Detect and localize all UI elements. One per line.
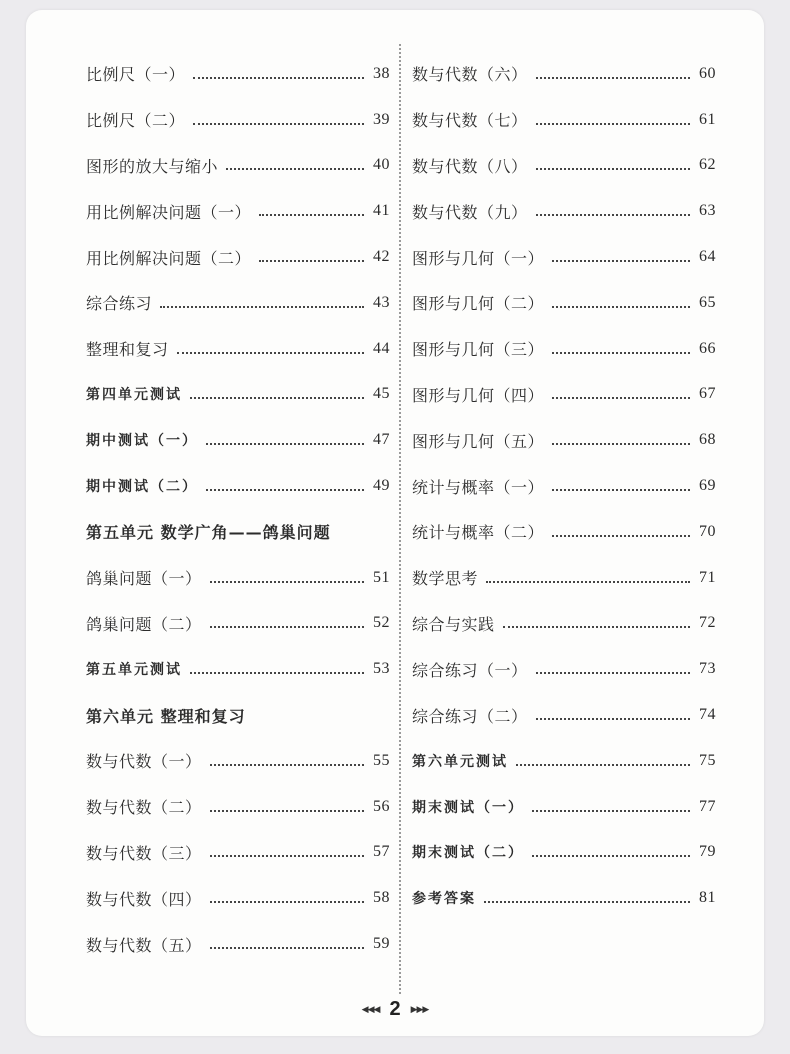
toc-entry (412, 784, 716, 830)
toc-entry-title: 综合练习 (86, 294, 153, 314)
toc-entry-title: 图形与几何（五） (412, 431, 545, 451)
toc-entry-title: 数与代数（五） (86, 935, 202, 955)
toc-entry-page: 79 (699, 843, 716, 861)
toc-entry-title: 数与代数（三） (86, 843, 202, 863)
toc-entry-page: 61 (699, 110, 716, 128)
toc-entry-title: 数与代数（九） (412, 202, 528, 222)
toc-entry (86, 921, 390, 967)
toc-entry-page: 56 (373, 797, 390, 815)
toc-entry-title: 综合练习（二） (412, 706, 528, 726)
toc-entry (86, 417, 390, 463)
toc-entry-title: 第六单元 整理和复习 (86, 706, 246, 726)
toc-entry-page: 39 (373, 110, 390, 128)
toc-entry-page: 57 (373, 843, 390, 861)
toc-entry (86, 555, 390, 601)
toc-entry-title: 数与代数（六） (412, 65, 528, 85)
toc-entry-page: 60 (699, 64, 716, 82)
toc-entry (412, 463, 716, 509)
toc-entry-page: 62 (699, 156, 716, 174)
dot-leader (210, 901, 364, 903)
dot-leader (536, 214, 690, 216)
toc-entry (86, 784, 390, 830)
page-footer (26, 998, 764, 1021)
right-arrows-icon: ▶▶▶ (410, 1004, 429, 1014)
toc-entry-title: 统计与概率（一） (412, 477, 545, 497)
toc-entry (86, 830, 390, 876)
toc-entry-title: 图形与几何（二） (412, 294, 545, 314)
toc-entry-title: 第四单元测试 (86, 387, 182, 404)
toc-entry-title: 期中测试（二） (86, 479, 198, 496)
toc-section-heading (86, 692, 390, 738)
toc-entry (86, 51, 390, 97)
toc-entry-page: 58 (373, 889, 390, 907)
toc-entry (86, 372, 390, 418)
toc-entry (412, 97, 716, 143)
toc-entry (412, 830, 716, 876)
toc-entry-title: 用比例解决问题（二） (86, 248, 252, 268)
toc-entry (412, 555, 716, 601)
toc-entry (412, 280, 716, 326)
toc-entry (86, 280, 390, 326)
dot-leader (536, 123, 690, 125)
toc-entry (86, 646, 390, 692)
left-arrows-icon: ◀◀◀ (361, 1004, 380, 1014)
toc-entry-page: 38 (373, 64, 390, 82)
dot-leader (206, 443, 364, 445)
toc-entry-page: 69 (699, 477, 716, 495)
toc-entry (412, 738, 716, 784)
toc-entry-page: 49 (373, 477, 390, 495)
toc-entry-title: 图形与几何（一） (412, 248, 545, 268)
toc-entry-title: 期末测试（一） (412, 799, 524, 816)
toc-entry-title: 图形的放大与缩小 (86, 156, 219, 176)
toc-entry (412, 143, 716, 189)
dot-leader (190, 672, 364, 674)
toc-entry-page: 71 (699, 568, 716, 586)
document-page (26, 10, 764, 1036)
toc-entry-title: 数与代数（四） (86, 889, 202, 909)
toc-entry (86, 234, 390, 280)
dot-leader (536, 77, 690, 79)
page-number: 2 (389, 998, 401, 1020)
toc-entry-title: 图形与几何（四） (412, 385, 545, 405)
dot-leader (536, 672, 690, 674)
toc-entry-page: 43 (373, 293, 390, 311)
toc-entry (86, 738, 390, 784)
toc-entry-page: 74 (699, 706, 716, 724)
dot-leader (206, 489, 364, 491)
toc-entry-page: 75 (699, 751, 716, 769)
toc-entry-page: 59 (373, 935, 390, 953)
dot-leader (552, 352, 690, 354)
dot-leader (193, 123, 364, 125)
toc-entry-page: 73 (699, 660, 716, 678)
toc-entry (86, 97, 390, 143)
toc-entry-title: 期末测试（二） (412, 845, 524, 862)
toc-entry-page: 64 (699, 248, 716, 266)
toc-entry-title: 数与代数（一） (86, 752, 202, 772)
dot-leader (516, 764, 690, 766)
dot-leader (484, 901, 690, 903)
toc-entry (412, 188, 716, 234)
toc-entry-page: 68 (699, 431, 716, 449)
dot-leader (552, 306, 690, 308)
toc-entry-title: 第五单元 数学广角——鸽巢问题 (86, 523, 331, 543)
toc-entry-page: 65 (699, 293, 716, 311)
toc-entry-title: 统计与概率（二） (412, 523, 545, 543)
dot-leader (552, 489, 690, 491)
dot-leader (160, 306, 364, 308)
toc-entry-title: 第六单元测试 (412, 753, 508, 770)
toc-entry-title: 鸽巢问题（二） (86, 614, 202, 634)
dot-leader (532, 810, 690, 812)
toc-entry (86, 188, 390, 234)
toc-entry-page: 44 (373, 339, 390, 357)
column-divider (399, 44, 401, 994)
dot-leader (486, 581, 690, 583)
toc-entry (86, 143, 390, 189)
toc-entry-page: 53 (373, 660, 390, 678)
toc-entry-page: 52 (373, 614, 390, 632)
dot-leader (552, 260, 690, 262)
toc-entry-title: 数与代数（七） (412, 111, 528, 131)
toc-entry-title: 期中测试（一） (86, 433, 198, 450)
toc-entry-title: 比例尺（一） (86, 65, 186, 85)
toc-entry (412, 692, 716, 738)
toc-entry (412, 372, 716, 418)
dot-leader (210, 810, 364, 812)
toc-entry-title: 综合与实践 (412, 614, 495, 634)
toc-entry (412, 326, 716, 372)
toc-entry-title: 第五单元测试 (86, 662, 182, 679)
toc-entry (412, 234, 716, 280)
toc-entry-page: 66 (699, 339, 716, 357)
toc-entry-title: 参考答案 (412, 891, 476, 908)
toc-entry (412, 51, 716, 97)
toc-entry-page: 77 (699, 797, 716, 815)
toc-entry (412, 875, 716, 921)
toc-entry-page: 81 (699, 889, 716, 907)
toc-entry-title: 综合练习（一） (412, 660, 528, 680)
toc-entry-page: 40 (373, 156, 390, 174)
dot-leader (552, 443, 690, 445)
toc-entry-page: 45 (373, 385, 390, 403)
toc-entry-title: 图形与几何（三） (412, 340, 545, 360)
toc-entry-title: 鸽巢问题（一） (86, 569, 202, 589)
toc-section-heading (86, 509, 390, 555)
toc-entry-page: 70 (699, 522, 716, 540)
toc-entry-page: 55 (373, 751, 390, 769)
dot-leader (259, 260, 364, 262)
toc-entry (412, 601, 716, 647)
toc-entry-page: 47 (373, 431, 390, 449)
dot-leader (210, 581, 364, 583)
toc-entry-page: 51 (373, 568, 390, 586)
dot-leader (503, 626, 690, 628)
dot-leader (259, 214, 364, 216)
toc-entry (86, 875, 390, 921)
toc-right-column (412, 51, 716, 921)
toc-left-column (86, 51, 390, 967)
toc-entry-title: 比例尺（二） (86, 111, 186, 131)
toc-entry (412, 646, 716, 692)
toc-entry-page: 67 (699, 385, 716, 403)
toc-entry (412, 509, 716, 555)
toc-entry-page: 41 (373, 202, 390, 220)
toc-entry (86, 326, 390, 372)
dot-leader (210, 764, 364, 766)
toc-entry-title: 整理和复习 (86, 340, 169, 360)
toc-entry-title: 数学思考 (412, 569, 479, 589)
dot-leader (177, 352, 364, 354)
toc-entry-title: 数与代数（八） (412, 156, 528, 176)
dot-leader (210, 855, 364, 857)
dot-leader (532, 855, 690, 857)
dot-leader (536, 168, 690, 170)
toc-entry-page: 72 (699, 614, 716, 632)
toc-entry-page: 42 (373, 248, 390, 266)
dot-leader (552, 397, 690, 399)
toc-entry-page: 63 (699, 202, 716, 220)
toc-entry (86, 601, 390, 647)
dot-leader (210, 626, 364, 628)
dot-leader (552, 535, 690, 537)
toc-entry-title: 用比例解决问题（一） (86, 202, 252, 222)
dot-leader (193, 77, 364, 79)
dot-leader (226, 168, 364, 170)
dot-leader (536, 718, 690, 720)
toc-entry (86, 463, 390, 509)
dot-leader (190, 397, 364, 399)
toc-entry (412, 417, 716, 463)
dot-leader (210, 947, 364, 949)
toc-entry-title: 数与代数（二） (86, 798, 202, 818)
